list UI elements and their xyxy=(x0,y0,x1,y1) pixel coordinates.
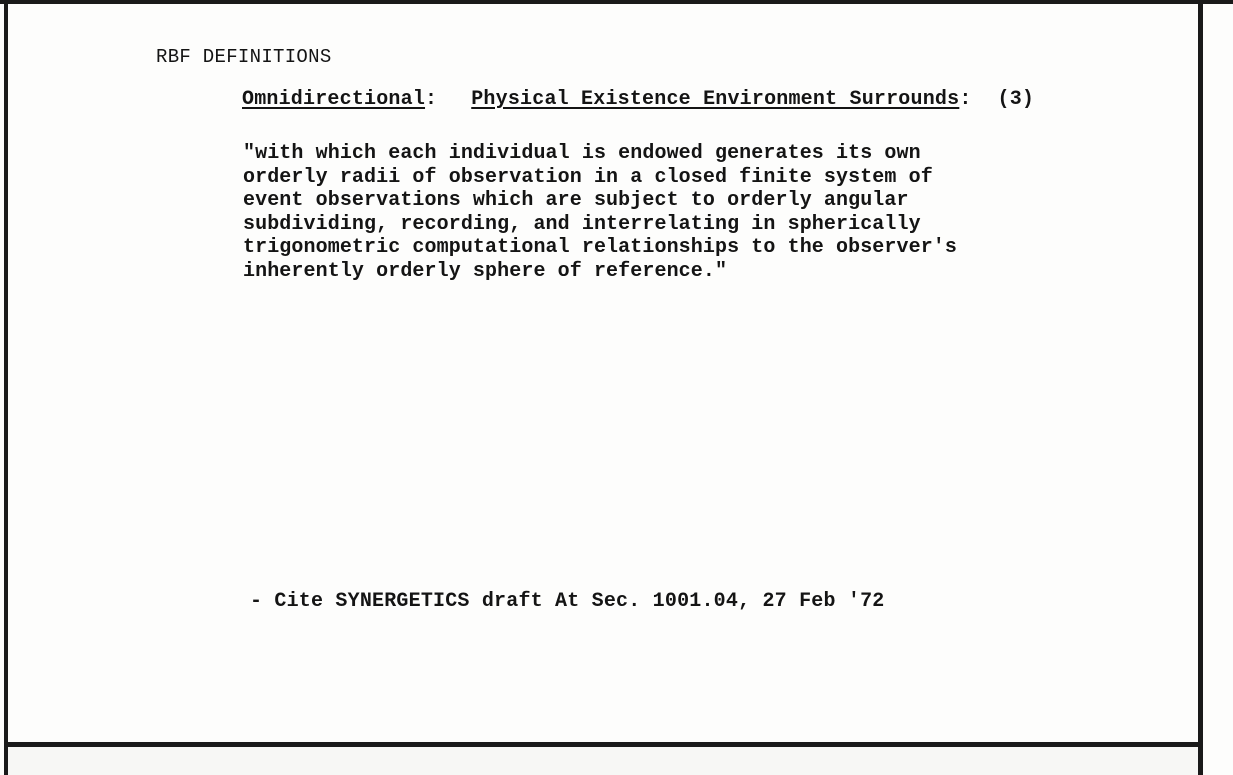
quote-line: trigonometric computational relationships to the observer's xyxy=(243,236,958,259)
card-right-border xyxy=(1198,0,1203,775)
card-left-border xyxy=(4,0,8,775)
definition-number: (3) xyxy=(997,88,1035,111)
quote-line: inherently orderly sphere of reference." xyxy=(243,259,728,283)
term-colon: : xyxy=(425,88,438,111)
citation: - Cite SYNERGETICS draft At Sec. 1001.04, 27 Feb '72 xyxy=(250,590,885,613)
subject-heading: Physical Existence Environment Surrounds xyxy=(471,88,960,111)
card-top-border xyxy=(0,0,1233,4)
definition-quote xyxy=(243,142,957,283)
term-word: Omnidirectional xyxy=(242,88,426,111)
quote-line: event observations which are subject to orderly angular xyxy=(243,189,909,212)
quote-line: "with which each individual is endowed generates its own xyxy=(243,142,921,165)
next-card-edge xyxy=(8,747,1198,775)
quote-line: orderly radii of observation in a closed finite system of xyxy=(243,165,933,189)
quote-line: subdividing, recording, and interrelating in spherically xyxy=(243,212,921,236)
term-line xyxy=(242,88,1034,111)
subject-colon: : xyxy=(959,88,972,111)
card-header: RBF DEFINITIONS xyxy=(156,46,332,68)
